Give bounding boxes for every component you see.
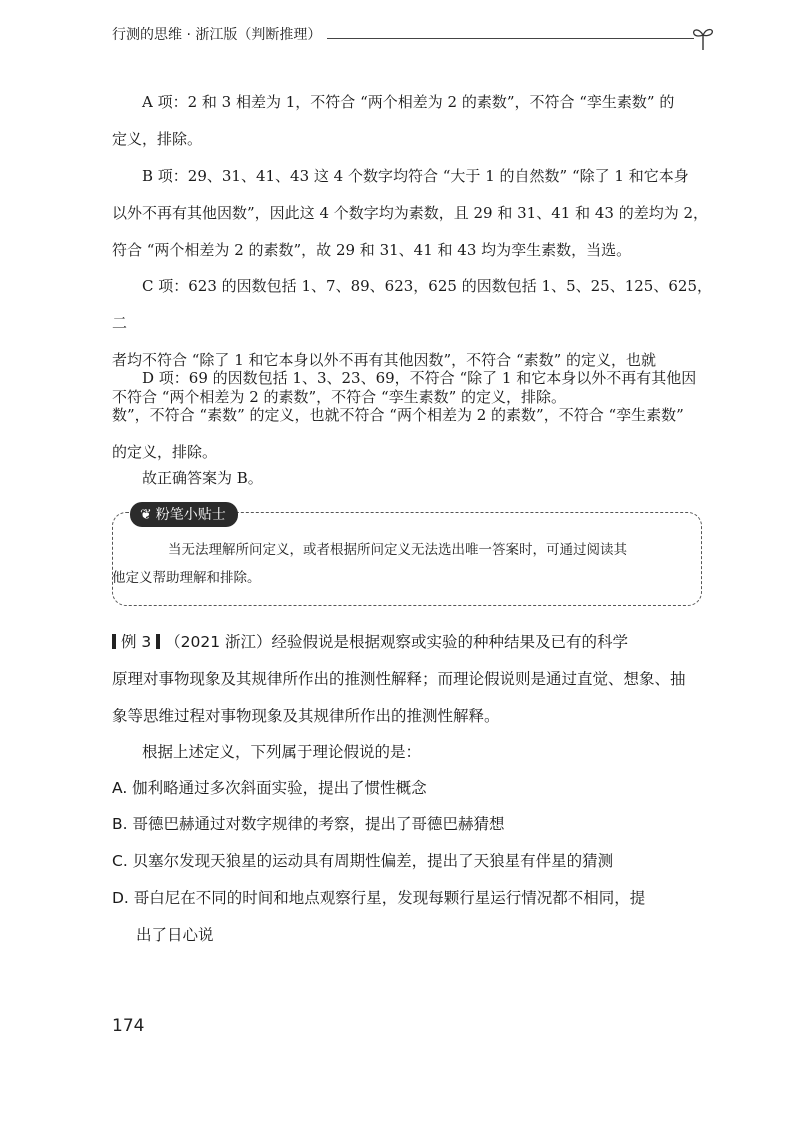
example-source: （2021 浙江） xyxy=(165,633,272,651)
option-d-line-2: 数”，不符合 “素数” 的定义，也就不符合 “两个相差为 2 的素数”，不符合 “孪生素数” xyxy=(112,406,684,424)
option-b-line-3: 符合 “两个相差为 2 的素数”，故 29 和 31、41 和 43 均为孪生素数，当选。 xyxy=(112,241,632,259)
tip-line-1: 当无法理解所问定义，或者根据所问定义无法选出唯一答案时，可通过阅读其 xyxy=(168,542,627,558)
example-stem-line-1: 经验假说是根据观察或实验的种种结果及已有的科学 xyxy=(271,633,628,651)
option-d-line-2: 出了日心说 xyxy=(136,926,214,944)
sprout-icon: ❦ xyxy=(140,507,152,523)
option-c-line-2: 者均不符合 “除了 1 和它本身以外不再有其他因数”，不符合 “素数” 的定义，也就 xyxy=(112,351,657,369)
option-c: C. 贝塞尔发现天狼星的运动具有周期性偏差，提出了天狼星有伴星的猜测 xyxy=(112,852,614,870)
option-b-analysis xyxy=(112,158,712,269)
option-c-line-3: 不符合 “两个相差为 2 的素数”，不符合 “孪生素数” 的定义，排除。 xyxy=(112,388,567,406)
question-prompt: 根据上述定义，下列属于理论假说的是： xyxy=(142,743,422,761)
tip-label-text: 粉笔小贴士 xyxy=(155,507,226,523)
example-number: 例 3 xyxy=(120,633,152,651)
header-title: 行测的思维 · 浙江版（判断推理） xyxy=(112,24,327,44)
sprout-icon xyxy=(690,24,716,52)
option-a-line-2: 定义，排除。 xyxy=(112,130,203,148)
tip-text xyxy=(112,536,688,592)
example-marker-left xyxy=(112,634,116,649)
option-d-line-3: 的定义，排除。 xyxy=(112,443,218,461)
option-d xyxy=(112,880,712,954)
tip-line-2: 他定义帮助理解和排除。 xyxy=(112,570,261,586)
option-a-analysis xyxy=(112,84,712,158)
option-b: B. 哥德巴赫通过对数字规律的考察，提出了哥德巴赫猜想 xyxy=(112,815,505,833)
example-stem-line-2: 原理对事物现象及其规律所作出的推测性解释；而理论假说则是通过直觉、想象、抽 xyxy=(112,670,686,688)
example-stem xyxy=(112,624,712,735)
example-marker-right xyxy=(156,634,160,649)
option-a: A. 伽利略通过多次斜面实验，提出了惯性概念 xyxy=(112,779,427,797)
option-b-line-2: 以外不再有其他因数”，因此这 4 个数字均为素数，且 29 和 31、41 和 43 的差均为 2， xyxy=(112,204,709,222)
option-c-line-1: C 项：623 的因数包括 1、7、89、623，625 的因数包括 1、5、25、125、625，二 xyxy=(112,277,712,332)
running-header xyxy=(112,24,716,52)
example-stem-line-3: 象等思维过程对事物现象及其规律所作出的推测性解释。 xyxy=(112,707,500,725)
option-d-line-1: D. 哥白尼在不同的时间和地点观察行星，发现每颗行星运行情况都不相同，提 xyxy=(112,889,646,907)
tip-label xyxy=(130,502,238,527)
answer-line: 故正确答案为 B。 xyxy=(142,469,263,487)
option-d-analysis xyxy=(112,360,712,471)
option-d-line-1: D 项：69 的因数包括 1、3、23、69，不符合 “除了 1 和它本身以外不再有其他因 xyxy=(142,369,697,387)
option-b-line-1: B 项：29、31、41、43 这 4 个数字均符合 “大于 1 的自然数” “除了 1 和它本身 xyxy=(142,167,689,185)
option-a-line-1: A 项：2 和 3 相差为 1，不符合 “两个相差为 2 的素数”，不符合 “孪生素数” 的 xyxy=(142,93,675,111)
page-number: 174 xyxy=(112,1016,145,1036)
